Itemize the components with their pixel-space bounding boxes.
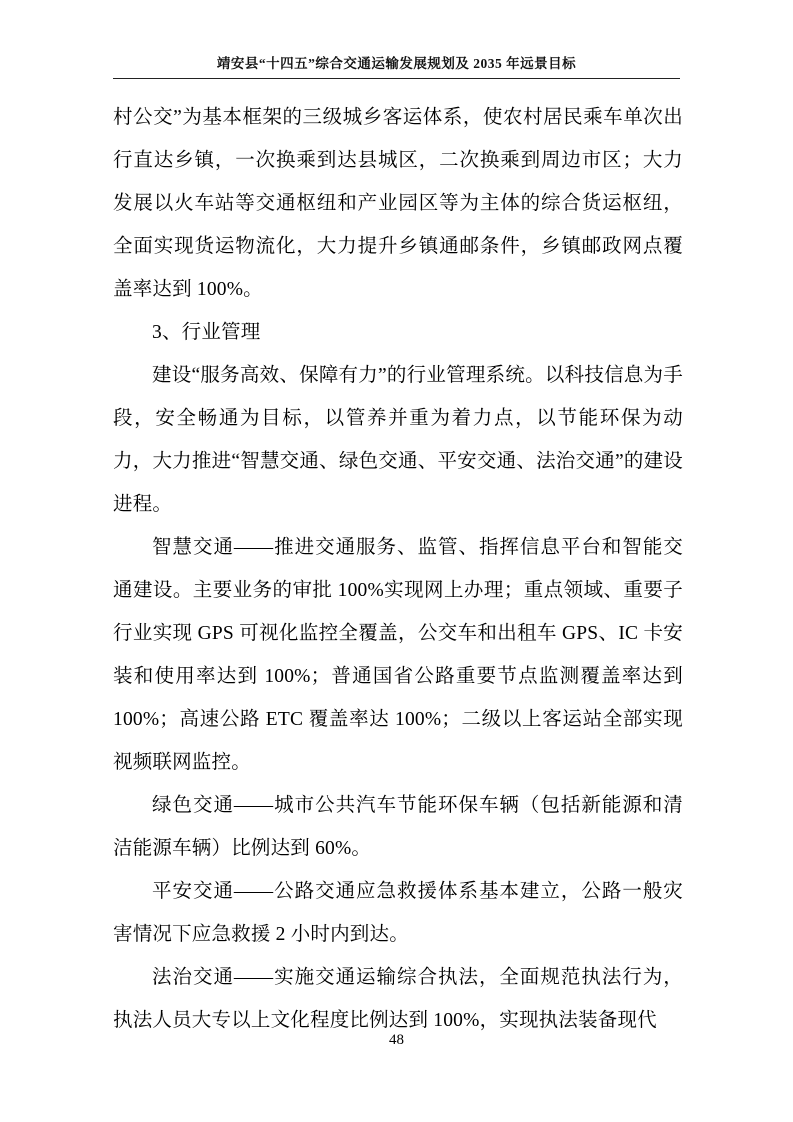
paragraph-smart-transport: 智慧交通——推进交通服务、监管、指挥信息平台和智能交通建设。主要业务的审批 100%实现网上办理；重点领域、重要子行业实现 GPS 可视化监控全覆盖，公交车和出租车 GPS、IC 卡安装和使用率达到 100%；普通国省公路重要节点监测覆盖率达到 100%；高速公路 ETC 覆盖率达 100%；二级以上客运站全部实现视频联网监控。 <box>113 537 683 773</box>
paragraph-safe-transport: 平安交通——公路交通应急救援体系基本建立，公路一般灾害情况下应急救援 2 小时内到达。 <box>113 881 683 945</box>
section-heading-industry-management: 3、行业管理 <box>152 322 261 343</box>
paragraph-legal-transport: 法治交通——实施交通运输综合执法，全面规范执法行为，执法人员大专以上文化程度比例达到 100%，实现执法装备现代 <box>113 967 683 1031</box>
document-body <box>113 96 683 1042</box>
header-divider <box>113 78 680 79</box>
page-number: 48 <box>389 1032 404 1048</box>
page-header-title: 靖安县“十四五”综合交通运输发展规划及 2035 年远景目标 <box>216 56 577 71</box>
paragraph-green-transport: 绿色交通——城市公共汽车节能环保车辆（包括新能源和清洁能源车辆）比例达到 60%。 <box>113 795 683 859</box>
paragraph-management-system: 建设“服务高效、保障有力”的行业管理系统。以科技信息为手段，安全畅通为目标，以管养并重为着力点，以节能环保为动力，大力推进“智慧交通、绿色交通、平安交通、法治交通”的建设进程。 <box>113 365 683 515</box>
paragraph-continuation: 村公交”为基本框架的三级城乡客运体系，使农村居民乘车单次出行直达乡镇，一次换乘到达县城区，二次换乘到周边市区；大力发展以火车站等交通枢纽和产业园区等为主体的综合货运枢纽，全面实现货运物流化，大力提升乡镇通邮条件，乡镇邮政网点覆盖率达到 100%。 <box>113 107 683 300</box>
